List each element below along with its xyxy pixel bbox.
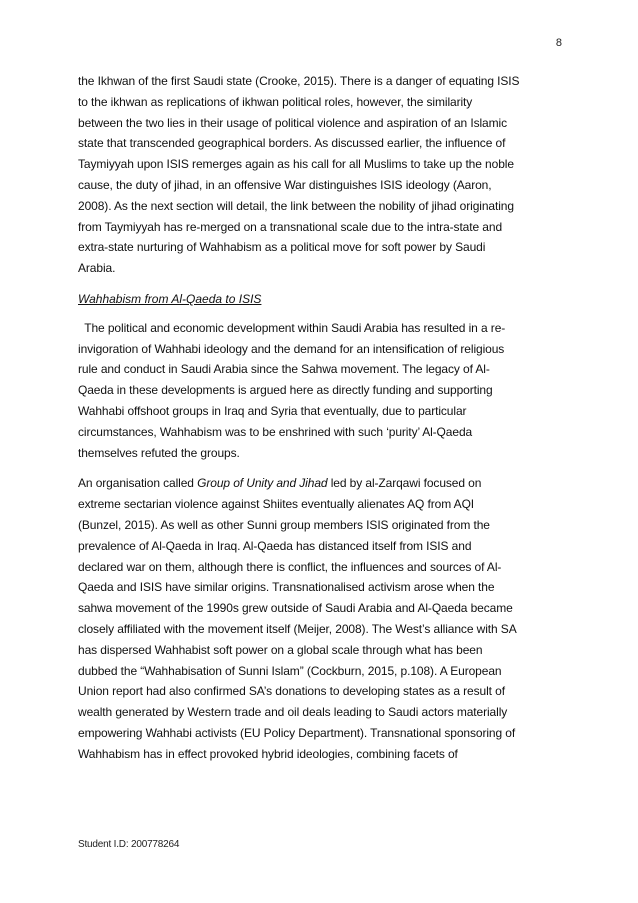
text-line: Taymiyyah upon ISIS remerges again as his call for all Muslims to take up the noble <box>78 157 514 172</box>
text-line: has dispersed Wahhabist soft power on a global scale through what has been <box>78 642 483 657</box>
text-line: Qaeda in these developments is argued here as directly funding and supporting <box>78 383 493 398</box>
text-line: Arabia. <box>78 261 116 276</box>
section-heading: Wahhabism from Al-Qaeda to ISIS <box>78 291 262 306</box>
text-line: 2008). As the next section will detail, the link between the nobility of jihad originating <box>78 198 514 213</box>
document-body <box>78 71 566 765</box>
text-line: Qaeda and ISIS have similar origins. Transnationalised activism arose when the <box>78 580 495 595</box>
text-line <box>78 473 566 494</box>
text-line: extreme sectarian violence against Shiites eventually alienates AQ from AQI <box>78 497 475 512</box>
text-run: An organisation called <box>78 476 198 491</box>
paragraph-2 <box>78 318 566 464</box>
page-number: 8 <box>555 37 562 49</box>
text-line: Union report had also confirmed SA’s donations to developing states as a result of <box>78 684 505 699</box>
text-line: (Bunzel, 2015). As well as other Sunni group members ISIS originated from the <box>78 517 490 532</box>
text-line: dubbed the “Wahhabisation of Sunni Islam” (Cockburn, 2015, p.108). A European <box>78 663 502 678</box>
text-line: cause, the duty of jihad, in an offensive War distinguishes ISIS ideology (Aaron, <box>78 177 492 192</box>
text-line: the Ikhwan of the first Saudi state (Crooke, 2015). There is a danger of equating ISIS <box>78 74 520 88</box>
text-line: declared war on them, although there is conflict, the influences and sources of Al- <box>78 559 502 574</box>
footer-student-id: Student I.D: 200778264 <box>78 839 180 850</box>
text-line: sahwa movement of the 1990s grew outside of Saudi Arabia and Al-Qaeda became <box>78 601 513 616</box>
paragraph-3 <box>78 473 566 764</box>
organisation-name: Group of Unity and Jihad <box>197 476 328 491</box>
text-line: to the ikhwan as replications of ikhwan political roles, however, the similarity <box>78 94 473 109</box>
text-line: empowering Wahhabi activists (EU Policy Department). Transnational sponsoring of <box>78 725 516 740</box>
paragraph-1 <box>78 71 566 279</box>
text-line: from Taymiyyah has re-merged on a transnational scale due to the intra-state and <box>78 219 503 234</box>
text-line: circumstances, Wahhabism was to be enshrined with such ‘purity’ Al-Qaeda <box>78 424 473 439</box>
text-line: between the two lies in their usage of political violence and aspiration of an Islamic <box>78 115 507 130</box>
text-run: led by al-Zarqawi focused on <box>327 476 482 491</box>
text-line: wealth generated by Western trade and oil deals leading to Saudi actors materially <box>78 705 508 720</box>
text-line: Wahhabi offshoot groups in Iraq and Syria that eventually, due to particular <box>78 403 467 418</box>
text-line: state that transcended geographical borders. As discussed earlier, the influence of <box>78 136 506 151</box>
text-line: prevalence of Al-Qaeda in Iraq. Al-Qaeda has distanced itself from ISIS and <box>78 538 472 553</box>
text-line: closely affiliated with the movement itself (Meijer, 2008). The West’s alliance with SA <box>78 621 517 636</box>
text-line: themselves refuted the groups. <box>78 445 240 460</box>
text-line: Wahhabism has in effect provoked hybrid ideologies, combining facets of <box>78 746 458 761</box>
text-line: rule and conduct in Saudi Arabia since the Sahwa movement. The legacy of Al- <box>78 362 490 377</box>
text-line: extra-state nurturing of Wahhabism as a political move for soft power by Saudi <box>78 240 486 255</box>
text-line: The political and economic development within Saudi Arabia has resulted in a re- <box>78 320 506 335</box>
paragraph-gap <box>78 463 566 473</box>
text-line: invigoration of Wahhabi ideology and the demand for an intensification of religious <box>78 341 505 356</box>
